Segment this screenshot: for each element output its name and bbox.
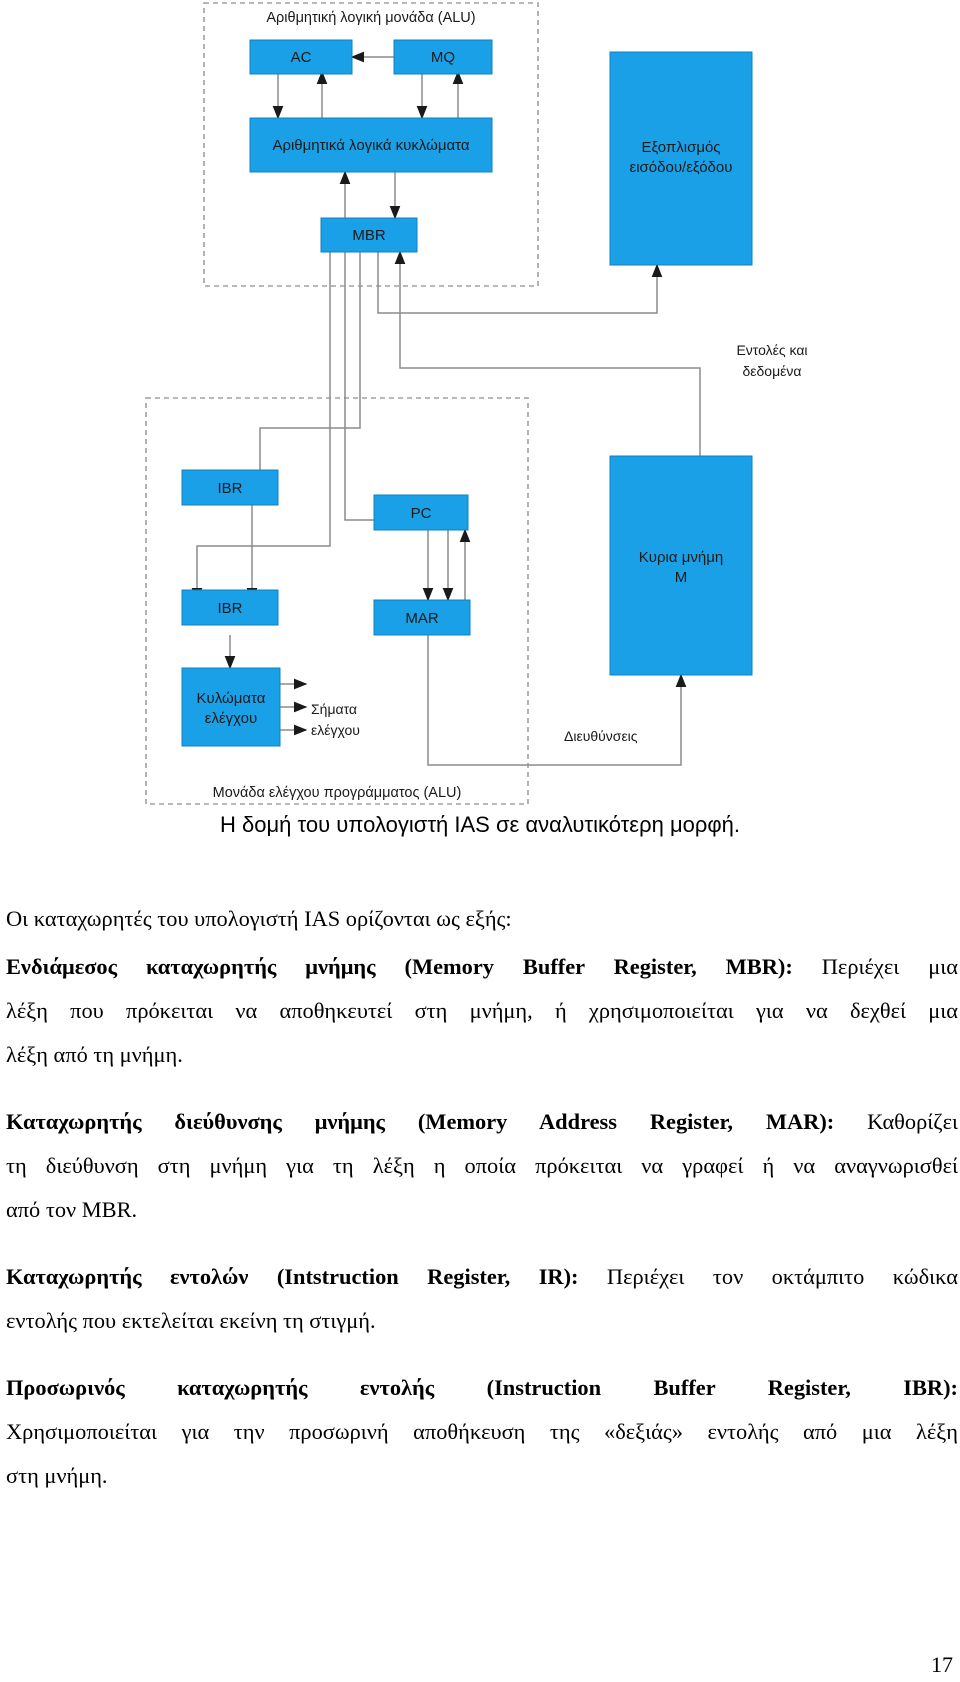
definition-ibr-line3: στη μνήμη. <box>6 1463 108 1488</box>
definition-ibr-line2: Χρησιμοποιείται για την προσωρινή αποθήκευση της «δεξιάς» εντολής από μια λέξη <box>6 1419 958 1444</box>
instructions-data-note-line1: Εντολές και <box>736 342 808 358</box>
definition-ir-line1 <box>6 1255 958 1299</box>
definition-mbr-line1 <box>6 945 958 989</box>
ibr-top-label: IBR <box>217 480 243 497</box>
instructions-data-note-line2: δεδομένα <box>742 363 802 379</box>
addresses-note: Διευθύνσεις <box>564 728 638 744</box>
definition-ir-term: Καταχωρητής εντολών (Intstruction Register, IR): <box>6 1264 579 1289</box>
control-circuits-label-line2: ελέγχου <box>204 710 258 727</box>
definition-mar-line1 <box>6 1100 958 1144</box>
figure-caption: Η δομή του υπολογιστή IAS σε αναλυτικότερη μορφή. <box>219 812 741 837</box>
mar-label: MAR <box>405 610 439 627</box>
definition-mbr-line3: λέξη από τη μνήμη. <box>6 1042 183 1067</box>
control-circuits-label-line1: Κυλώματα <box>196 690 266 707</box>
io-label-line1: Εξοπλισμός <box>641 139 721 156</box>
control-region-label: Μονάδα ελέγχου προγράμματος (ALU) <box>212 785 462 801</box>
page-number: 17 <box>931 1652 953 1677</box>
definition-mar-text1: Καθορίζει <box>834 1109 958 1134</box>
definition-ibr-term: Προσωρινός καταχωρητής εντολής (Instruction Buffer Register, IBR): <box>6 1375 958 1400</box>
control-signals-note-line1: Σήματα <box>311 701 358 717</box>
io-label-line2: εισόδου/εξόδου <box>629 159 733 176</box>
mq-label: MQ <box>430 49 456 66</box>
definition-ir-line2: εντολής που εκτελείται εκείνη τη στιγμή. <box>6 1308 376 1333</box>
alu-region-label: Αριθμητική λογική μονάδα (ALU) <box>266 10 476 26</box>
definition-mar-line3: από τον MBR. <box>6 1197 138 1222</box>
ac-label: AC <box>290 49 312 66</box>
main-memory-label-line1: Κυρια μνήμη <box>638 549 724 566</box>
definition-ir-text1: Περιέχει τον οκτάμπιτο κώδικα <box>578 1264 958 1289</box>
definition-mbr-term: Ενδιάμεσος καταχωρητής μνήμης (Memory Buffer Register, MBR): <box>6 954 793 979</box>
intro-text: Οι καταχωρητές του υπολογιστή IAS ορίζονται ως εξής: <box>6 906 512 931</box>
alc-label: Αριθμητικά λογικά κυκλώματα <box>272 137 470 154</box>
main-memory-label-line2: Μ <box>674 569 688 586</box>
control-circuits-box <box>182 668 280 746</box>
ias-structure-diagram <box>0 0 960 810</box>
definition-mbr-line2: λέξη που πρόκειται να αποθηκευτεί στη μνήμη, ή χρησιμοποιείται για να δεχθεί μια <box>6 998 958 1023</box>
definition-ibr-line1 <box>6 1366 958 1410</box>
definition-mar-term: Καταχωρητής διεύθυνσης μνήμης (Memory Address Register, MAR): <box>6 1109 835 1134</box>
definition-mar-line2: τη διεύθυνση στη μνήμη για τη λέξη η οποία πρόκειται να γραφεί ή να αναγνωρισθεί <box>6 1153 958 1178</box>
control-signals-note-line2: ελέγχου <box>311 722 360 738</box>
ibr-bottom-label: IBR <box>217 600 243 617</box>
mbr-label: MBR <box>352 227 386 244</box>
definition-mbr-text1: Περιέχει μια <box>792 954 958 979</box>
pc-label: PC <box>410 505 432 522</box>
